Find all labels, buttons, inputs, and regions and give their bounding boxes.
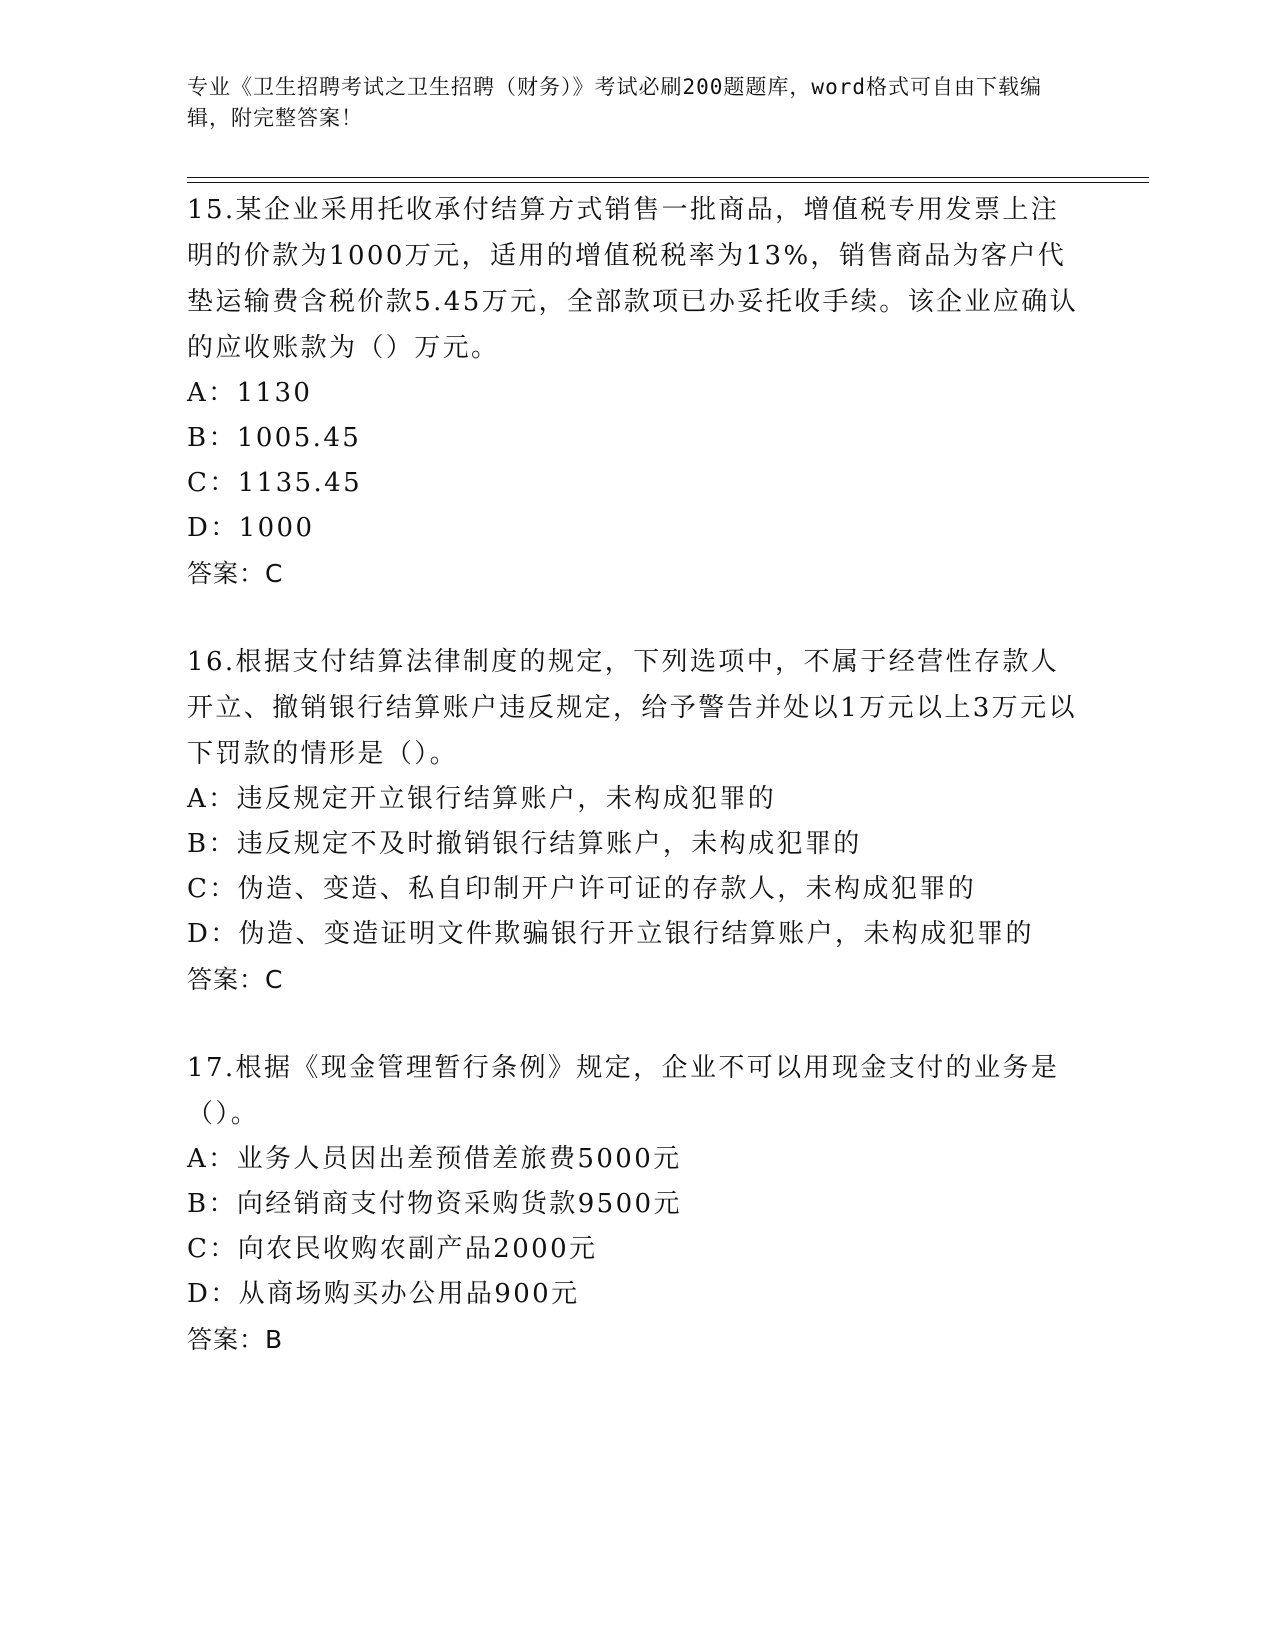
- question-list: [187, 187, 1087, 1405]
- option-a: A：1130: [187, 378, 313, 408]
- header-divider-bottom: [187, 182, 1149, 183]
- question-stem: 17.根据《现金管理暂行条例》规定，企业不可以用现金支付的业务是（）。: [187, 1053, 1060, 1129]
- option-b: B：违反规定不及时撤销银行结算账户，未构成犯罪的: [187, 829, 862, 859]
- option-a: A：业务人员因出差预借差旅费5000元: [187, 1144, 682, 1174]
- option-d: D：1000: [187, 513, 315, 543]
- question-stem: 15.某企业采用托收承付结算方式销售一批商品，增值税专用发票上注明的价款为1000万元，适用的增值税税率为13%，销售商品为客户代垫运输费含税价款5.45万元，全部款项已办妥托收手续。该企业应确认的应收账款为（）万元。: [187, 195, 1079, 363]
- answer-label: 答案：C: [187, 965, 284, 994]
- question-16: [187, 639, 1087, 1003]
- header-divider-top: [187, 177, 1149, 178]
- option-a: A：违反规定开立银行结算账户，未构成犯罪的: [187, 784, 777, 814]
- question-stem: 16.根据支付结算法律制度的规定，下列选项中，不属于经营性存款人开立、撤销银行结算账户违反规定，给予警告并处以1万元以上3万元以下罚款的情形是（）。: [187, 647, 1077, 769]
- question-17: [187, 1045, 1087, 1363]
- option-b: B：1005.45: [187, 423, 362, 453]
- answer-label: 答案：B: [187, 1325, 284, 1354]
- option-c: C：1135.45: [187, 468, 363, 498]
- option-c: C：向农民收购农副产品2000元: [187, 1234, 598, 1264]
- question-15: [187, 187, 1087, 597]
- option-b: B：向经销商支付物资采购货款9500元: [187, 1189, 682, 1219]
- header-note: 专业《卫生招聘考试之卫生招聘（财务）》考试必刷200题题库，word格式可自由下载编辑，附完整答案！: [187, 75, 1042, 130]
- option-d: D：伪造、变造证明文件欺骗银行开立银行结算账户，未构成犯罪的: [187, 919, 1034, 949]
- option-d: D：从商场购买办公用品900元: [187, 1279, 580, 1309]
- option-c: C：伪造、变造、私自印制开户许可证的存款人，未构成犯罪的: [187, 874, 977, 904]
- answer-label: 答案：C: [187, 559, 284, 588]
